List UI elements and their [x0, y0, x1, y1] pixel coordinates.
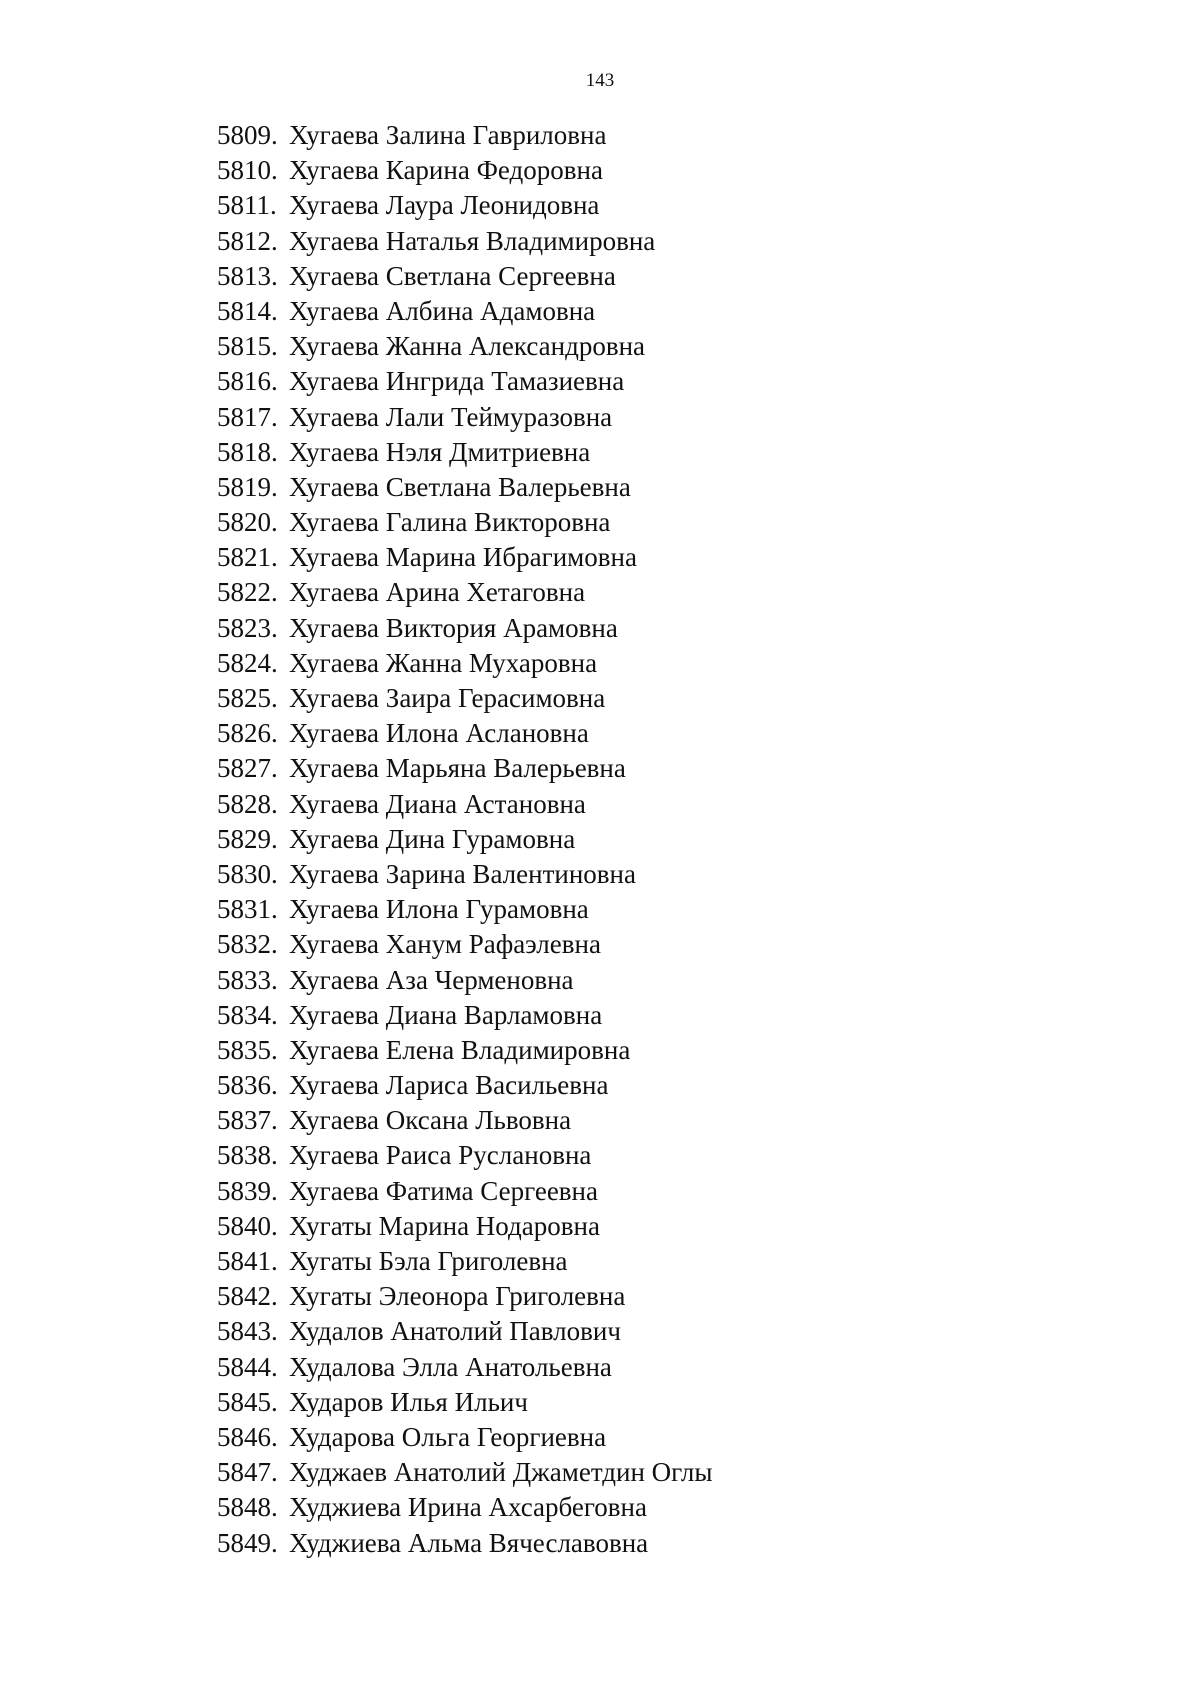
entry-number: 5820.: [217, 507, 278, 538]
entry-number: 5840.: [217, 1210, 278, 1241]
entry-name: Хугаева Марина Ибрагимовна: [289, 542, 637, 573]
entry-number: 5848.: [217, 1492, 278, 1523]
list-item: [217, 1103, 713, 1138]
list-item: [217, 118, 713, 153]
list-item: [217, 927, 713, 962]
list-item: [217, 681, 713, 716]
entry-number: 5826.: [217, 718, 278, 749]
entry-name: Хугаева Диана Варламовна: [289, 999, 603, 1030]
entry-name: Хугаева Нэля Дмитриевна: [289, 436, 591, 467]
entry-number: 5833.: [217, 964, 278, 995]
entry-name: Хугаева Раиса Руслановна: [289, 1140, 592, 1171]
entry-number: 5811.: [217, 190, 277, 221]
entry-name: Хугаева Диана Астановна: [289, 788, 586, 819]
list-item: [217, 751, 713, 786]
entry-number: 5828.: [217, 788, 278, 819]
entry-number: 5814.: [217, 295, 278, 326]
entry-name: Хугаева Зарина Валентиновна: [289, 858, 636, 889]
entry-name: Хугаева Ханум Рафаэлевна: [289, 929, 601, 960]
list-item: [217, 1314, 713, 1349]
entry-number: 5830.: [217, 858, 278, 889]
list-item: [217, 224, 713, 259]
list-item: [217, 188, 713, 223]
list-item: [217, 1033, 713, 1068]
list-item: [217, 575, 713, 610]
list-item: [217, 787, 713, 822]
list-item: [217, 857, 713, 892]
list-item: [217, 505, 713, 540]
list-item: [217, 364, 713, 399]
list-item: [217, 329, 713, 364]
entry-name: Хугаева Наталья Владимировна: [289, 225, 656, 256]
list-item: [217, 822, 713, 857]
entry-number: 5829.: [217, 823, 278, 854]
list-item: [217, 1490, 713, 1525]
list-item: [217, 1526, 713, 1561]
entry-name: Хугаева Жанна Мухаровна: [289, 647, 598, 678]
entry-number: 5846.: [217, 1421, 278, 1452]
entry-name: Хугаева Заира Герасимовна: [289, 683, 606, 713]
entry-number: 5838.: [217, 1140, 278, 1171]
entry-name: Худалов Анатолий Павлович: [289, 1316, 621, 1347]
list-item: [217, 1138, 713, 1173]
entry-number: 5847.: [217, 1457, 278, 1488]
entry-number: 5832.: [217, 929, 278, 960]
entry-name: Хугаева Марьяна Валерьевна: [289, 753, 626, 784]
name-list: [217, 118, 713, 1561]
entry-number: 5836.: [217, 1070, 278, 1101]
entry-name: Хугаева Жанна Александровна: [289, 331, 645, 362]
list-item: [217, 1350, 713, 1385]
list-item: [217, 1420, 713, 1455]
entry-name: Хугаева Оксана Львовна: [289, 1105, 572, 1136]
entry-number: 5845.: [217, 1386, 278, 1417]
list-item: [217, 294, 713, 329]
entry-number: 5818.: [217, 436, 278, 467]
entry-number: 5812.: [217, 225, 278, 256]
list-item: [217, 1385, 713, 1420]
entry-name: Хугаева Светлана Валерьевна: [289, 471, 631, 502]
entry-number: 5839.: [217, 1175, 278, 1206]
entry-name: Хугаева Фатима Сергеевна: [289, 1175, 598, 1206]
list-item: [217, 435, 713, 470]
entry-name: Хугаева Арина Хетаговна: [289, 577, 586, 608]
entry-name: Хугаева Светлана Сергеевна: [289, 260, 616, 291]
list-item: [217, 259, 713, 294]
entry-name: Хугаева Лали Теймуразовна: [289, 401, 613, 432]
entry-name: Худжаев Анатолий Джаметдин Оглы: [289, 1457, 713, 1488]
entry-number: 5843.: [217, 1316, 278, 1347]
entry-number: 5834.: [217, 999, 278, 1030]
entry-name: Хугаты Марина Нодаровна: [289, 1210, 600, 1241]
entry-name: Хугаева Аза Черменовна: [289, 964, 574, 995]
entry-name: Хугаева Виктория Арамовна: [289, 612, 618, 643]
entry-number: 5842.: [217, 1281, 278, 1312]
entry-number: 5819.: [217, 471, 278, 502]
entry-name: Хугаева Карина Федоровна: [289, 155, 603, 186]
entry-name: Хугаева Илона Гурамовна: [289, 894, 589, 925]
entry-number: 5815.: [217, 331, 278, 362]
entry-number: 5825.: [217, 683, 278, 713]
entry-name: Худжиева Ирина Ахсарбеговна: [289, 1492, 647, 1523]
entry-number: 5822.: [217, 577, 278, 608]
entry-name: Хугаева Лариса Васильевна: [289, 1070, 609, 1101]
entry-number: 5816.: [217, 366, 278, 397]
entry-number: 5809.: [217, 120, 278, 150]
entry-number: 5835.: [217, 1034, 278, 1065]
entry-name: Хугаева Дина Гурамовна: [289, 823, 576, 854]
entry-number: 5837.: [217, 1105, 278, 1136]
list-item: [217, 963, 713, 998]
list-item: [217, 1068, 713, 1103]
entry-number: 5824.: [217, 647, 278, 678]
entry-name: Хугаева Галина Викторовна: [289, 507, 611, 538]
entry-name: Хударов Илья Ильич: [289, 1386, 528, 1417]
entry-number: 5821.: [217, 542, 278, 573]
entry-name: Хугаты Элеонора Григолевна: [289, 1281, 626, 1312]
list-item: [217, 716, 713, 751]
list-item: [217, 611, 713, 646]
entry-name: Хугаева Залина Гавриловна: [289, 120, 607, 150]
entry-name: Хударова Ольга Георгиевна: [289, 1421, 607, 1452]
entry-name: Худжиева Альма Вячеславовна: [289, 1527, 649, 1558]
list-item: [217, 892, 713, 927]
list-item: [217, 1209, 713, 1244]
entry-number: 5841.: [217, 1246, 278, 1276]
list-item: [217, 400, 713, 435]
entry-name: Хугаева Илона Аслановна: [289, 718, 589, 749]
page-number: 143: [585, 70, 615, 91]
entry-number: 5813.: [217, 260, 278, 291]
entry-number: 5844.: [217, 1351, 278, 1382]
entry-name: Худалова Элла Анатольевна: [289, 1351, 612, 1382]
entry-name: Хугаты Бэла Григолевна: [289, 1246, 568, 1276]
entry-number: 5849.: [217, 1527, 278, 1558]
entry-number: 5823.: [217, 612, 278, 643]
entry-number: 5831.: [217, 894, 278, 925]
entry-name: Хугаева Албина Адамовна: [289, 295, 596, 326]
entry-number: 5827.: [217, 753, 278, 784]
list-item: [217, 1174, 713, 1209]
list-item: [217, 1244, 713, 1279]
list-item: [217, 470, 713, 505]
entry-number: 5810.: [217, 155, 278, 186]
entry-number: 5817.: [217, 401, 278, 432]
entry-name: Хугаева Лаура Леонидовна: [289, 190, 600, 221]
list-item: [217, 153, 713, 188]
list-item: [217, 540, 713, 575]
list-item: [217, 998, 713, 1033]
list-item: [217, 1279, 713, 1314]
list-item: [217, 646, 713, 681]
list-item: [217, 1455, 713, 1490]
entry-name: Хугаева Елена Владимировна: [289, 1034, 631, 1065]
entry-name: Хугаева Ингрида Тамазиевна: [289, 366, 625, 397]
